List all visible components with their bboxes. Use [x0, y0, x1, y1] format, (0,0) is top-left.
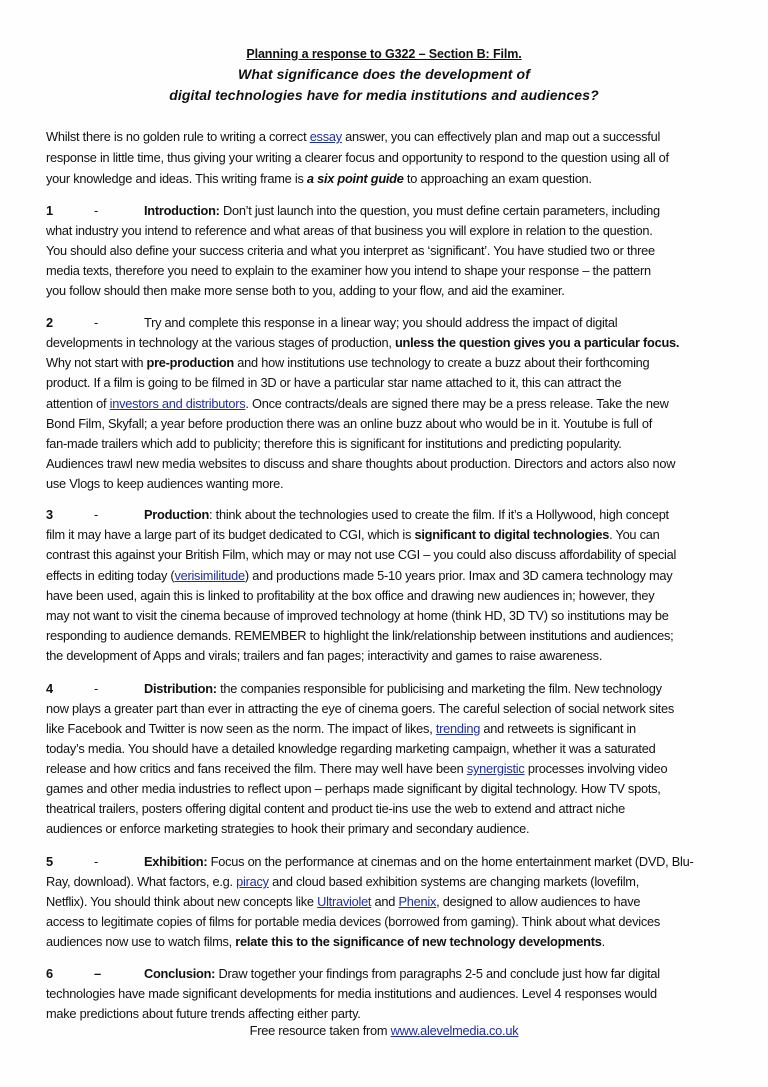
verisimilitude-link[interactable]: verisimilitude	[174, 568, 245, 583]
point-number: 1	[46, 203, 53, 218]
point-heading: Exhibition:	[144, 854, 208, 869]
investors-distributors-link[interactable]: investors and distributors	[109, 396, 246, 411]
question-line-1: What significance does the development of	[238, 66, 530, 82]
document-page: Planning a response to G322 – Section B: Film. What significance does the development of digital technologies have for media institutions and audiences? Whilst there is no golden rule to writing a correct essay answer, you can effectively plan and map out a successful response in little time, thus giving your writing a clearer focus and opportunity to respond to the question using all of your knowledge and ideas. This writing frame is a six point guide to approaching an exam question. 1 - Introduction: Don’t just launch into the question, you must define certain parameters, including what industry you intend to reference and what areas of that business you will explore in relation to the question. You should also define your success criteria and what you interpret as ‘significant’. You have studied two or three media texts, therefore you need to explain to the examiner how you intend to shape your response – the pattern you follow should then make more sense both to you, adding to your flow, and aid the examiner. 2 - Try and complete this response in a linear way; you should address the impact of digital developments in technology at the various stages of production, unless the question gives you a particular focus. Why not start with pre-production and how institutions use technology to create a buzz about their forthcoming product. If a film is going to be filmed in 3D or have a particular star name attached to it, this can attract the attention of investors and distributors. Once contracts/deals are signed there may be a press release. Take the new Bond Film, Skyfall; a year before production there was an online buzz about who would be in it. Youtube is full of fan-made trailers which add to publicity; therefore this is significant for institutions and predicting popularity. Audiences trawl new media websites to discuss and share thoughts about production. Directors and actors also now use Vlogs to keep audiences wanting more. 3 - Production: think about the technologies used to create the film. If it’s a Hollywood, high concept film it may have a large part of its budget dedicated to CGI, which is significant to digital technologies. You can contrast this against your British Film, which may or may not use CGI – you could also discuss affordability of special effects in editing today (verisimilitude) and productions made 5-10 years prior. Imax and 3D camera technology may have been used, again this is linked to profitability at the box office and drawing new audiences in; however, they may not want to visit the cinema because of improved technology at home (think HD, 3D TV) so institutions may be responding to audience demands. REMEMBER to highlight the link/relationship between institutions and audiences; the development of Apps and virals; trailers and fan pages; interactivity and games to raise awareness. 4 - Distribution: the companies responsible for publicising and marketing the film. New technology now plays a greater part than ever in attracting the eye of cinema goers. The careful selection of social network sites like Facebook and Twitter is now seen as the norm. The impact of likes, trending and retweets is significant in today’s media. You should have a detailed knowledge regarding marketing campaign, whether it was a saturated release and how critics and fans received the film. There may well have been synergistic processes involving video games and other media industries to reflect upon – perhaps made significant by digital technology. How TV spots, theatrical trailers, posters offering digital content and product tie-ins use the web to extend and attract niche audiences or enforce marketing strategies to hook their primary and secondary audience. 5 - Exhibition: Focus on the performance at cinemas and on the home entertainment market (DVD, Blu- Ray, download). What factors, e.g. piracy and cloud based exhibition systems are changing markets (lovefilm, Netflix). You should think about new concepts like Ultraviolet and Phenix, designed to allow audiences to have access to legitimate copies of films for portable media devices (borrowed from gaming). Think about what devices audiences now use to watch films, relate this to the significance of new technology developments. 6 – Conclusion: Draw together your findings from paragraphs 2-5 and conclude just how far digital technologies have made significant developments for media institutions and audiences. Level 4 responses would make predictions about future trends affecting either party. Free resource taken from www.alevelmedia.co.uk	[0, 0, 768, 1087]
point-heading: Conclusion:	[144, 966, 216, 981]
point-heading: Distribution:	[144, 681, 217, 696]
synergistic-link[interactable]: synergistic	[466, 761, 525, 776]
ultraviolet-link[interactable]: Ultraviolet	[317, 894, 372, 909]
footer-credit: Free resource taken from www.alevelmedia.co.uk	[249, 1023, 519, 1038]
point-heading: Production	[144, 507, 210, 522]
essay-link[interactable]: essay	[309, 129, 342, 144]
question-line-2: digital technologies have for media institutions and audiences?	[169, 87, 599, 103]
phenix-link[interactable]: Phenix	[398, 894, 437, 909]
trending-link[interactable]: trending	[435, 721, 481, 736]
piracy-link[interactable]: piracy	[236, 874, 269, 889]
point-heading: Introduction:	[144, 203, 220, 218]
document-title: Planning a response to G322 – Section B: Film.	[246, 47, 522, 61]
alevelmedia-link[interactable]: www.alevelmedia.co.uk	[390, 1023, 519, 1038]
